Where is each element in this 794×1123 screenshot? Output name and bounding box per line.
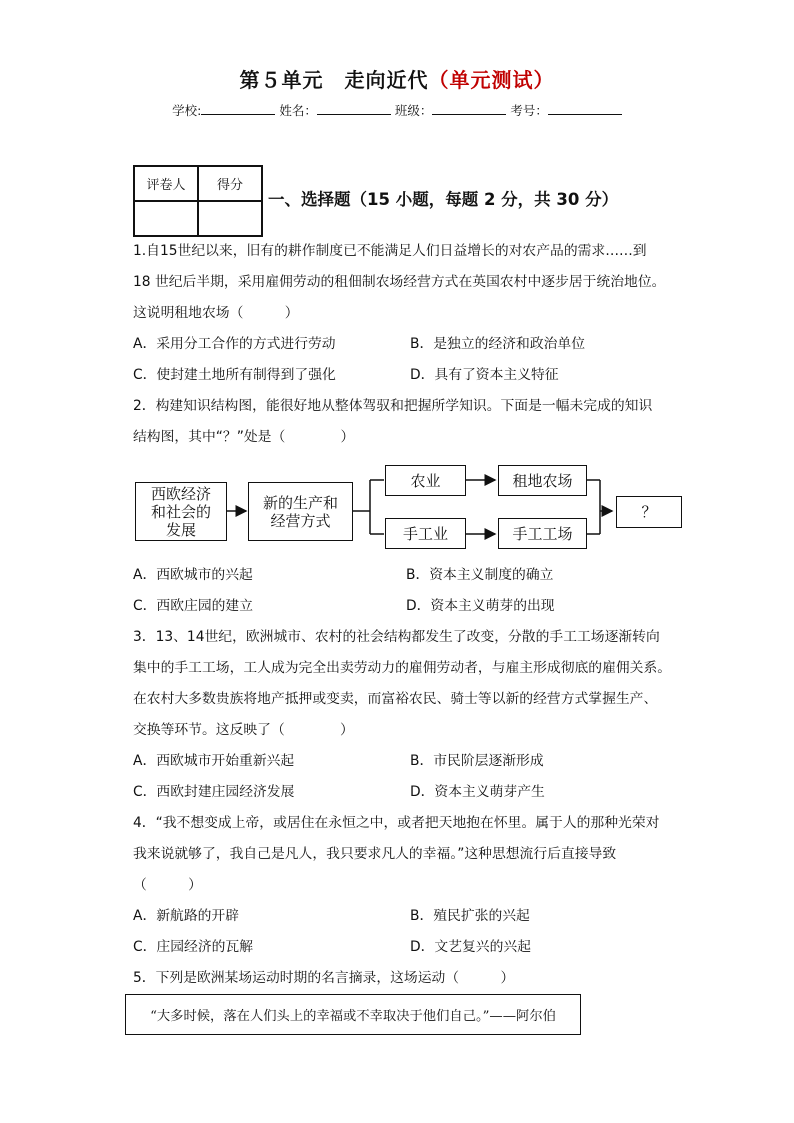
question-3-line-2: 集中的手工工场，工人成为完全出卖劳动力的雇佣劳动者，与雇主形成彻底的雇佣关系。 [133,660,672,676]
question-5-quote: “大多时候，落在人们头上的幸福或不幸取决于他们自己。”——阿尔伯 [150,1009,556,1024]
question-1-option-b[interactable]: B．是独立的经济和政治单位 [410,336,586,352]
node-unknown: ？ [616,496,682,528]
question-1-line-2: 18 世纪后半期，采用雇佣劳动的租佃制农场经营方式在英国农村中逐步居于统治地位。 [133,274,666,290]
grader-header: 评卷人 [134,166,198,201]
question-3-option-d[interactable]: D．资本主义萌芽产生 [410,784,545,800]
score-table [133,165,263,237]
question-4-option-b[interactable]: B．殖民扩张的兴起 [410,908,530,924]
section-title: 一、选择题（15 小题，每题 2 分，共 30 分） [268,190,619,209]
grader-cell [134,201,198,236]
question-1-line-3: 这说明租地农场（ ） [133,305,299,321]
question-1-option-d[interactable]: D．具有了资本主义特征 [410,367,559,383]
class-label: 班级： [394,103,433,118]
question-4-option-a[interactable]: A．新航路的开辟 [133,908,240,924]
question-4-line-1: 4．“我不想变成上帝，或居住在永恒之中，或者把天地抱在怀里。属于人的那种光荣对 [133,815,660,831]
question-2-option-a[interactable]: A．西欧城市的兴起 [133,567,253,583]
question-2-option-b[interactable]: B．资本主义制度的确立 [406,567,554,583]
exam-no-label: 考号： [510,103,548,118]
student-info-row [0,101,794,119]
question-1-option-c[interactable]: C．使封建土地所有制得到了强化 [133,367,336,383]
exam-no-field[interactable] [548,101,622,115]
name-field[interactable] [317,101,391,115]
node-handicraft: 手工业 [385,518,466,549]
class-field[interactable] [432,101,506,115]
question-3-line-4: 交换等环节。这反映了（ ） [133,722,354,738]
title-subtitle: （单元测试） [428,68,555,92]
node-workshop: 手工工场 [498,518,587,549]
knowledge-diagram [130,460,690,556]
question-5-quote-box [125,994,581,1035]
node-start: 西欧经济 和社会的 发展 [135,482,227,541]
question-4-option-c[interactable]: C．庄园经济的瓦解 [133,939,254,955]
node-middle: 新的生产和 经营方式 [248,482,353,541]
node-agriculture: 农业 [385,465,466,496]
score-header: 得分 [198,166,262,201]
node-tenant-farm: 租地农场 [498,465,587,496]
question-2-line-1: 2．构建知识结构图，能很好地从整体驾驭和把握所学知识。下面是一幅未完成的知识 [133,398,653,414]
question-3-option-a[interactable]: A．西欧城市开始重新兴起 [133,753,295,769]
page-title [0,64,794,93]
question-2-line-2: 结构图，其中“？”处是（ ） [133,429,355,445]
question-3-line-1: 3．13、14世纪，欧洲城市、农村的社会结构都发生了改变，分散的手工工场逐渐转向 [133,629,660,645]
question-4-line-3: （ ） [133,877,202,893]
question-4-option-d[interactable]: D．文艺复兴的兴起 [410,939,531,955]
question-5-line-1: 5．下列是欧洲某场运动时期的名言摘录，这场运动（ ） [133,970,515,986]
question-4-line-2: 我来说就够了，我自己是凡人，我只要求凡人的幸福。”这种思想流行后直接导致 [133,846,617,862]
question-1-line-1: 1.自15世纪以来，旧有的耕作制度已不能满足人们日益增长的对农产品的需求……到 [133,243,647,259]
school-label: 学校: [172,103,202,118]
name-label: 姓名： [279,103,317,118]
question-3-option-b[interactable]: B．市民阶层逐渐形成 [410,753,544,769]
school-field[interactable] [201,101,275,115]
question-3-option-c[interactable]: C．西欧封建庄园经济发展 [133,784,295,800]
question-2-option-d[interactable]: D．资本主义萌芽的出现 [406,598,555,614]
question-3-line-3: 在农村大多数贵族将地产抵押或变卖，而富裕农民、骑士等以新的经营方式掌握生产、 [133,691,658,707]
question-1-option-a[interactable]: A．采用分工合作的方式进行劳动 [133,336,336,352]
title-main: 第５单元 走向近代 [239,68,429,92]
question-2-option-c[interactable]: C．西欧庄园的建立 [133,598,254,614]
score-cell [198,201,262,236]
